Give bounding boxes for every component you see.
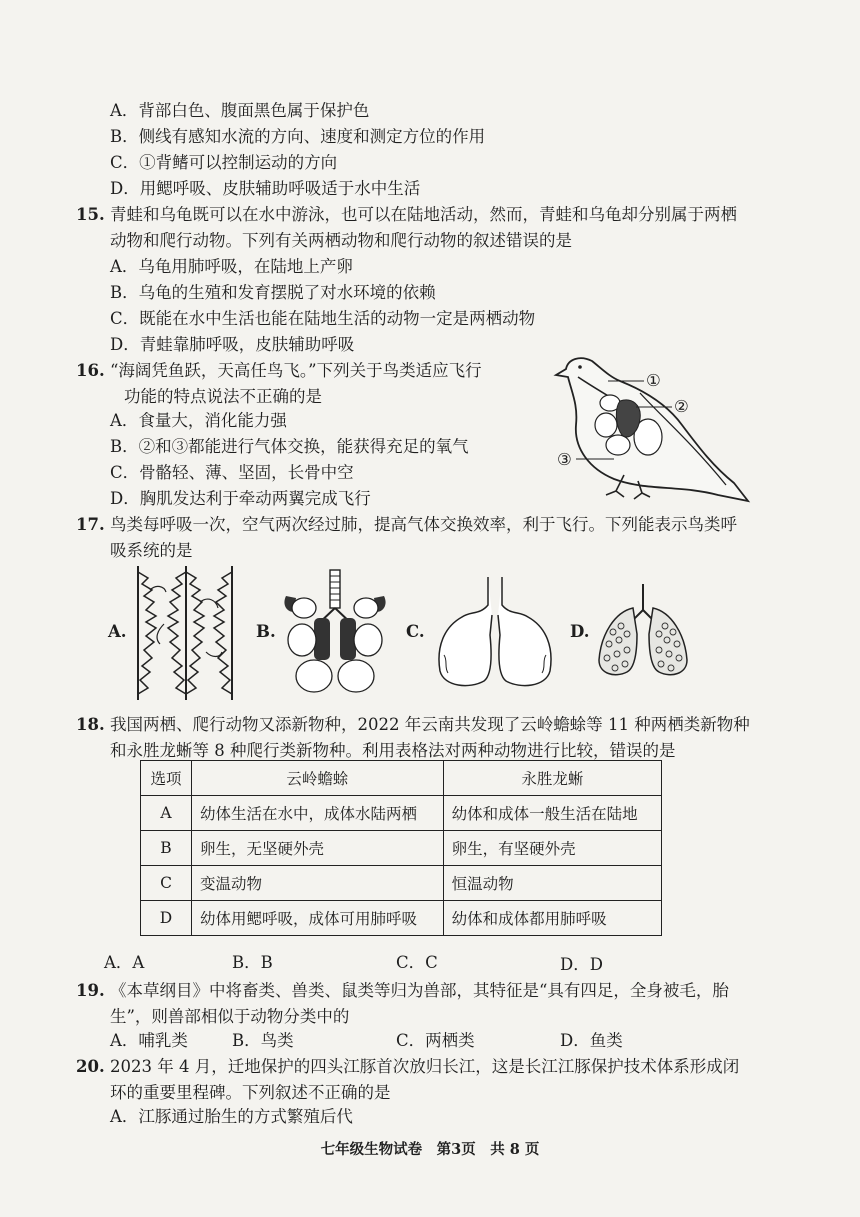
q16-option-a: A．食量大，消化能力强 [110,411,287,430]
table-cell-toad: 幼体用鳃呼吸，成体可用肺呼吸 [192,901,444,936]
table-header-option: 选项 [141,761,192,796]
bird-label-2: ② [674,397,689,416]
q16-number: 16. [76,361,105,380]
table-cell-lizard: 卵生，有坚硬外壳 [443,831,661,866]
q17-stem-line2: 吸系统的是 [110,541,193,560]
bird-label-3: ③ [557,450,572,469]
table-header-lizard: 永胜龙蜥 [443,761,661,796]
q16-option-b: B．②和③都能进行气体交换，能获得充足的氧气 [110,437,469,456]
q17-fig-label-a: A. [108,622,127,641]
q18-number: 18. [76,715,105,734]
q20-stem-line2: 环的重要里程碑。下列叙述不正确的是 [110,1083,391,1102]
table-cell-lizard: 幼体和成体都用肺呼吸 [443,901,661,936]
q17-stem-line1: 鸟类每呼吸一次，空气两次经过肺，提高气体交换效率，利于飞行。下列能表示鸟类呼 [110,515,737,534]
q20-option-a: A．江豚通过胎生的方式繁殖后代 [110,1107,353,1126]
q19-number: 19. [76,981,105,1000]
table-cell-lizard: 恒温动物 [443,866,661,901]
page-footer: 七年级生物试卷 第3页 共 8 页 [320,1141,540,1158]
table-header-row [141,761,662,796]
gill-structure-figure [130,562,240,704]
q18-stem-line1: 我国两栖、爬行动物又添新物种，2022 年云南共发现了云岭蟾蜍等 11 种两栖类新物种 [110,715,750,734]
q15-stem-line2: 动物和爬行动物。下列有关两栖动物和爬行动物的叙述错误的是 [110,231,572,250]
table-cell-option: A [141,796,192,831]
q15-option-b: B．乌龟的生殖和发育摆脱了对水环境的依赖 [110,283,436,302]
q14-option-d: D．用鳃呼吸、皮肤辅助呼吸适于水中生活 [110,179,421,198]
q16-stem-line2: 功能的特点说法不正确的是 [124,387,322,406]
table-cell-toad: 幼体生活在水中，成体水陆两栖 [192,796,444,831]
q16-option-c: C．骨骼轻、薄、坚固，长骨中空 [110,463,354,482]
q20-stem-line1: 2023 年 4 月，迁地保护的四头江豚首次放归长江，这是长江江豚保护技术体系形成闭 [110,1057,740,1076]
q17-fig-label-b: B. [256,622,276,641]
q20-number: 20. [76,1057,105,1076]
q18-answer-d: D．D [560,955,603,974]
q19-answer-c: C．两栖类 [396,1031,475,1050]
q15-number: 15. [76,205,105,224]
q15-option-c: C．既能在水中生活也能在陆地生活的动物一定是两栖动物 [110,309,536,328]
mammal-lungs-figure [593,582,693,682]
q19-stem-line1: 《本草纲目》中将畜类、兽类、鼠类等归为兽部，其特征是“具有四足，全身被毛，胎 [110,981,729,1000]
table-header-toad: 云岭蟾蜍 [192,761,444,796]
q14-option-c: C．①背鳍可以控制运动的方向 [110,153,338,172]
q19-answer-b: B．鸟类 [232,1031,294,1050]
table-cell-toad: 卵生，无坚硬外壳 [192,831,444,866]
q18-answer-c: C．C [396,953,438,972]
q15-option-a: A．乌龟用肺呼吸，在陆地上产卵 [110,257,353,276]
q17-fig-label-d: D. [570,622,590,641]
q15-stem-line1: 青蛙和乌龟既可以在水中游泳，也可以在陆地活动，然而，青蛙和乌龟却分别属于两栖 [110,205,737,224]
q19-answer-a: A．哺乳类 [110,1031,188,1050]
q18-answer-a: A．A [104,953,145,972]
table-row [141,796,662,831]
bird-label-1: ① [646,371,661,390]
q18-answer-b: B．B [232,953,273,972]
comparison-table [140,760,662,936]
q18-stem-line2: 和永胜龙蜥等 8 种爬行类新物种。利用表格法对两种动物进行比较，错误的是 [110,741,676,760]
table-row [141,866,662,901]
table-cell-option: D [141,901,192,936]
table-row [141,831,662,866]
q19-stem-line2: 生”，则兽部相似于动物分类中的 [110,1007,350,1026]
table-cell-toad: 变温动物 [192,866,444,901]
q14-option-b: B．侧线有感知水流的方向、速度和测定方位的作用 [110,127,486,146]
table-cell-option: B [141,831,192,866]
q15-option-d: D．青蛙靠肺呼吸，皮肤辅助呼吸 [110,335,355,354]
q17-number: 17. [76,515,105,534]
table-cell-lizard: 幼体和成体一般生活在陆地 [443,796,661,831]
bird-respiratory-figure [280,568,390,698]
simple-lungs-figure [430,575,560,693]
bird-anatomy-figure [550,345,755,505]
q16-option-d: D．胸肌发达利于牵动两翼完成飞行 [110,489,371,508]
table-row [141,901,662,936]
q14-option-a: A．背部白色、腹面黑色属于保护色 [110,101,370,120]
q16-stem-line1: “海阔凭鱼跃，天高任鸟飞。”下列关于鸟类适应飞行 [110,361,482,380]
q19-answer-d: D．鱼类 [560,1031,623,1050]
table-cell-option: C [141,866,192,901]
q17-fig-label-c: C. [406,622,425,641]
